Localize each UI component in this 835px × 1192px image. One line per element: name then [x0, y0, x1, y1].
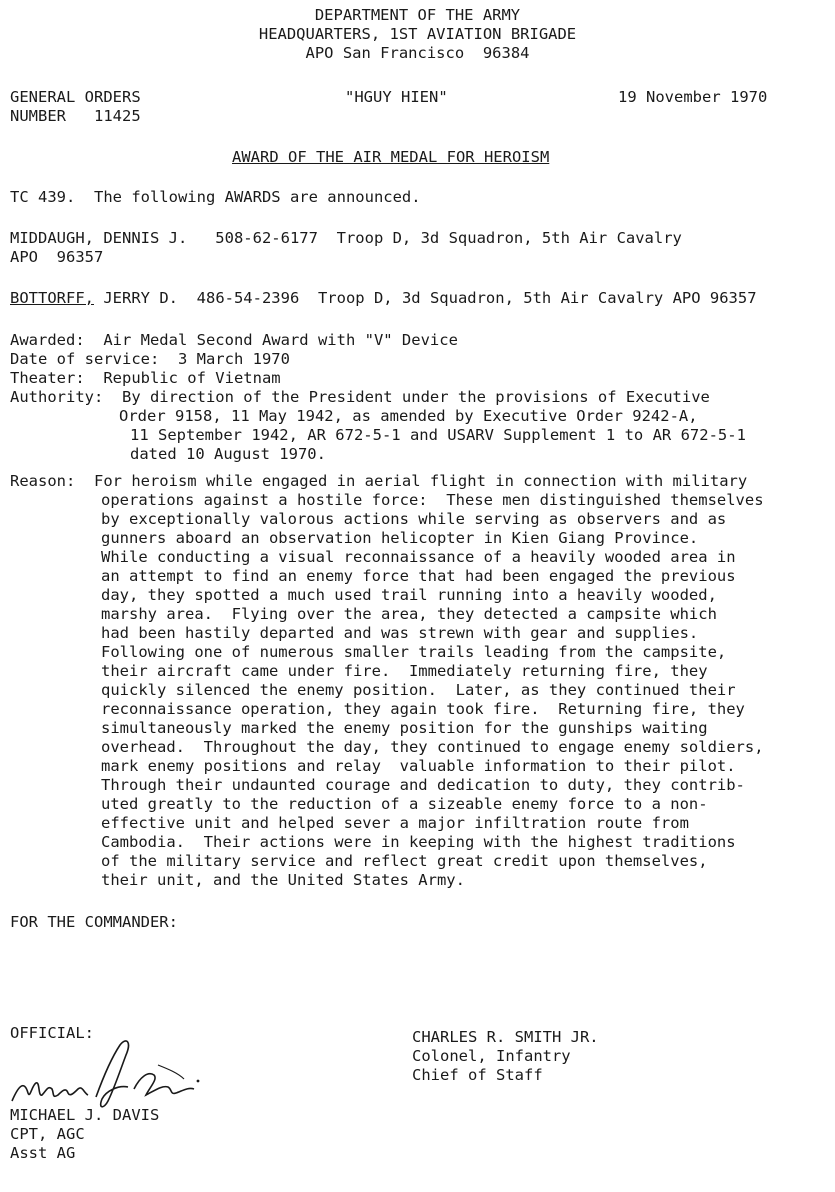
reason-line: day, they spotted a much used trail running into a heavily wooded, — [101, 586, 717, 604]
awarded-line: Awarded: Air Medal Second Award with "V" Device — [10, 331, 458, 349]
reason-line: mark enemy positions and relay valuable information to their pilot. — [101, 757, 736, 775]
letterhead-headquarters: HEADQUARTERS, 1ST AVIATION BRIGADE — [258, 25, 577, 43]
tc-announcement: TC 439. The following AWARDS are announced. — [10, 188, 421, 206]
letterhead-department: DEPARTMENT OF THE ARMY — [314, 6, 521, 24]
general-orders-label: GENERAL ORDERS — [10, 88, 141, 106]
reason-line: their aircraft came under fire. Immediately returning fire, they — [101, 662, 708, 680]
theater-line: Theater: Republic of Vietnam — [10, 369, 281, 387]
order-date: 19 November 1970 — [618, 88, 768, 106]
reason-line: reconnaissance operation, they again took fire. Returning fire, they — [101, 700, 745, 718]
reason-line: of the military service and reflect great credit upon themselves, — [101, 852, 708, 870]
reason-line: gunners aboard an observation helicopter in Kien Giang Province. — [101, 529, 699, 547]
unit-motto: "HGUY HIEN" — [345, 88, 448, 106]
reason-line: an attempt to find an enemy force that had been engaged the previous — [101, 567, 736, 585]
reason-line: While conducting a visual reconnaissance of a heavily wooded area in — [101, 548, 736, 566]
signer-title: Asst AG — [10, 1144, 76, 1162]
for-the-commander: FOR THE COMMANDER: — [10, 913, 178, 931]
recipient-1-line: MIDDAUGH, DENNIS J. 508-62-6177 Troop D, 3d Squadron, 5th Air Cavalry — [10, 229, 682, 247]
recipient-2-line — [10, 289, 757, 307]
date-of-service-line: Date of service: 3 March 1970 — [10, 350, 290, 368]
recipient-1-apo: APO 96357 — [10, 248, 104, 266]
reason-line: Reason: For heroism while engaged in aerial flight in connection with military — [10, 472, 748, 490]
authority-line-1: Authority: By direction of the President under the provisions of Executive — [10, 388, 710, 406]
award-title: AWARD OF THE AIR MEDAL FOR HEROISM — [232, 148, 550, 166]
recipient-2-details: JERRY D. 486-54-2396 Troop D, 3d Squadron, 5th Air Cavalry APO 96357 — [94, 289, 757, 307]
reason-line: overhead. Throughout the day, they continued to engage enemy soldiers, — [101, 738, 764, 756]
reason-line: by exceptionally valorous actions while serving as observers and as — [101, 510, 727, 528]
reason-line: operations against a hostile force: These men distinguished themselves — [101, 491, 764, 509]
reason-line: marshy area. Flying over the area, they detected a campsite which — [101, 605, 717, 623]
authority-line-3: 11 September 1942, AR 672-5-1 and USARV Supplement 1 to AR 672-5-1 — [130, 426, 746, 444]
chief-title: Chief of Staff — [412, 1066, 543, 1084]
reason-line: effective unit and helped sever a major infiltration route from — [101, 814, 689, 832]
signer-rank: CPT, AGC — [10, 1125, 85, 1143]
signer-name: MICHAEL J. DAVIS — [10, 1106, 160, 1124]
orders-number: NUMBER 11425 — [10, 107, 141, 125]
recipient-2-surname: BOTTORFF, — [10, 289, 94, 307]
authority-line-2: Order 9158, 11 May 1942, as amended by Executive Order 9242-A, — [119, 407, 698, 425]
handwritten-signature — [8, 1035, 248, 1115]
chief-rank: Colonel, Infantry — [412, 1047, 571, 1065]
authority-line-4: dated 10 August 1970. — [130, 445, 326, 463]
reason-line: their unit, and the United States Army. — [101, 871, 465, 889]
reason-line: uted greatly to the reduction of a sizeable enemy force to a non- — [101, 795, 708, 813]
official-label: OFFICIAL: — [10, 1024, 94, 1042]
reason-line: had been hastily departed and was strewn with gear and supplies. — [101, 624, 699, 642]
reason-line: Cambodia. Their actions were in keeping with the highest traditions — [101, 833, 736, 851]
reason-line: Following one of numerous smaller trails leading from the campsite, — [101, 643, 727, 661]
reason-line: simultaneously marked the enemy position for the gunships waiting — [101, 719, 708, 737]
letterhead-apo: APO San Francisco 96384 — [305, 44, 530, 62]
chief-name: CHARLES R. SMITH JR. — [412, 1028, 599, 1046]
reason-line: Through their undaunted courage and dedication to duty, they contrib- — [101, 776, 745, 794]
reason-line: quickly silenced the enemy position. Later, as they continued their — [101, 681, 736, 699]
